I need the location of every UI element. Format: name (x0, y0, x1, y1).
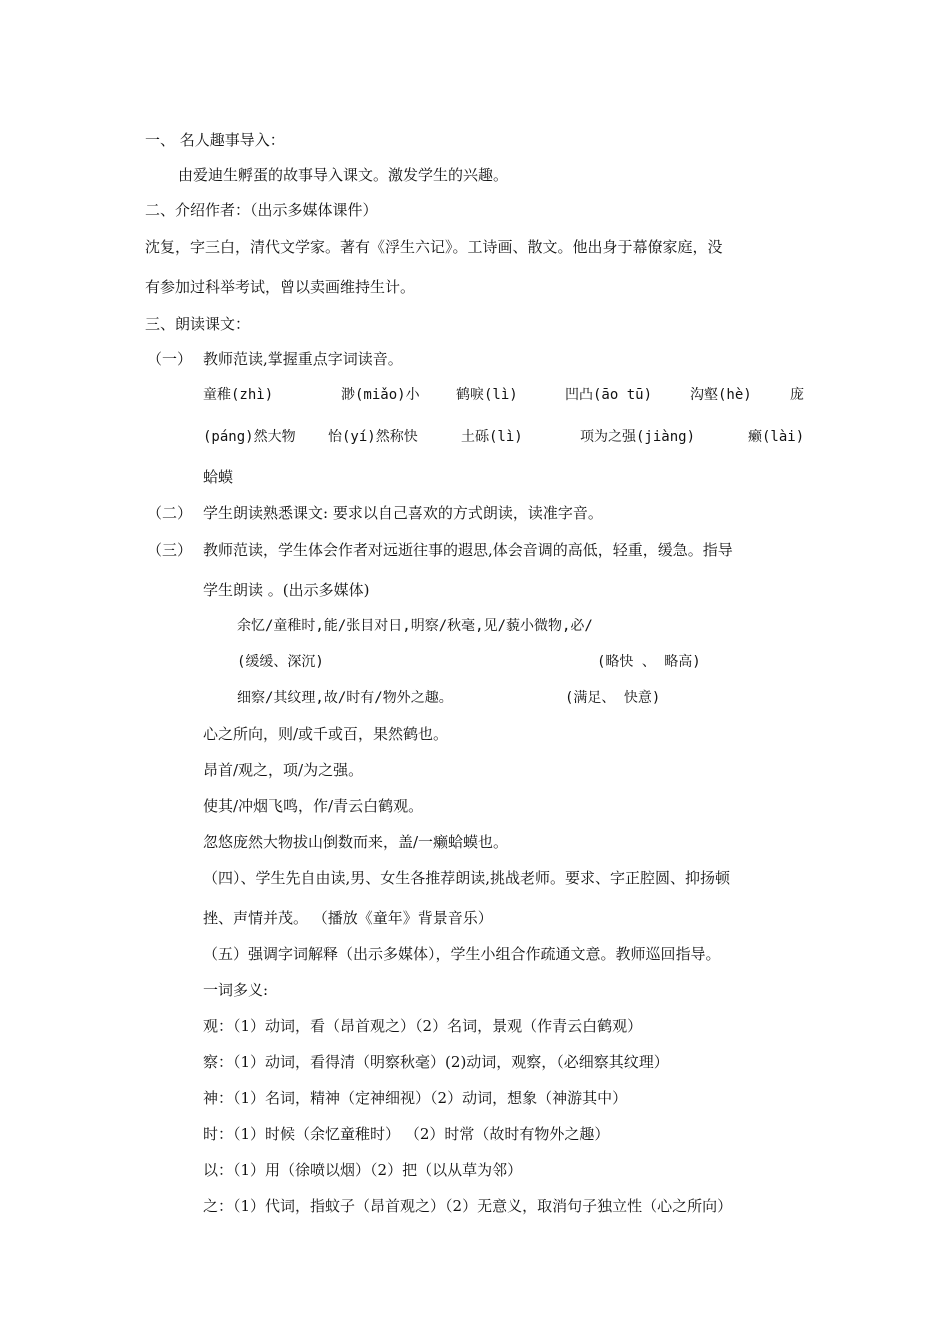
author-text-line-1: 沈复，字三白，清代文学家。著有《浮生六记》。工诗画、散文。他出身于幕僚家庭，没 (145, 238, 723, 256)
part-4-text-line-1: （四）、学生先自由读,男、女生各推荐朗读,挑战老师。要求、字正腔圆、抑扬顿 (203, 869, 731, 887)
vocab-item: 蛤蟆 (203, 468, 234, 486)
vocab-item: 癞(lài) (748, 429, 805, 445)
reading-line-6: 忽悠庞然大物拔山倒数而来，盖/一癞蛤蟆也。 (203, 833, 509, 851)
reading-note-right: (略快 、 略高) (597, 654, 701, 670)
vocab-item: 凹凸(āo tū) (565, 387, 653, 403)
polysemy-item: 之：（1）代词，指蚊子（昂首观之）（2）无意义，取消句子独立性（心之所向） (203, 1197, 733, 1215)
reading-note-line-2: (满足、 快意) (565, 690, 661, 706)
author-text-line-2: 有参加过科举考试，曾以卖画维持生计。 (145, 278, 416, 296)
polysemy-item: 以：（1）用（徐喷以烟）（2）把（以从草为邻） (203, 1161, 523, 1179)
part-3-text-line-2: 学生朗读 。(出示多媒体) (203, 581, 370, 599)
vocab-item: (páng)然大物 (203, 429, 296, 445)
vocab-item: 童稚(zhì) (203, 387, 274, 403)
section-heading-author: 二、介绍作者：（出示多媒体课件） (145, 201, 378, 219)
part-2-marker: （二） (147, 504, 193, 522)
polysemy-item: 察：（1）动词，看得清（明察秋毫）(2)动词，观察，（必细察其纹理） (203, 1053, 669, 1071)
vocab-item: 鹤唳(lì) (456, 387, 518, 403)
reading-line-4: 昂首/观之，项/为之强。 (203, 761, 364, 779)
polysemy-heading: 一词多义: (203, 981, 269, 999)
vocab-item: 渺(miǎo)小 (341, 387, 420, 403)
section-heading-reading: 三、朗读课文： (145, 315, 251, 333)
part-4-text-line-2: 挫、声情并茂。 （播放《童年》背景音乐） (203, 909, 493, 927)
vocab-item: 怡(yí)然称快 (328, 429, 418, 445)
reading-line-1: 余忆/童稚时,能/张目对日,明察/秋毫,见/藐小微物,必/ (237, 618, 593, 634)
vocab-item: 土砾(lì) (461, 429, 523, 445)
reading-line-5: 使其/冲烟飞鸣，作/青云白鹤观。 (203, 797, 424, 815)
vocab-item: 沟壑(hè) (690, 387, 752, 403)
vocab-item: 庞 (790, 387, 804, 403)
polysemy-item: 时：（1）时候（余忆童稚时） （2）时常（故时有物外之趣） (203, 1125, 610, 1143)
part-2-text: 学生朗读熟悉课文: 要求以自己喜欢的方式朗读，读准字音。 (203, 504, 603, 522)
reading-note-left: (缓缓、深沉) (237, 654, 324, 670)
part-3-text-line-1: 教师范读，学生体会作者对远逝往事的遐思,体会音调的高低，轻重，缓急。指导 (203, 541, 733, 559)
part-3-marker: （三） (147, 541, 193, 559)
vocab-item: 项为之强(jiàng) (580, 429, 696, 445)
polysemy-item: 观：（1）动词，看（昂首观之）（2）名词，景观（作青云白鹤观） (203, 1017, 643, 1035)
polysemy-item: 神：（1）名词，精神（定神细视）（2）动词，想象（神游其中） (203, 1089, 628, 1107)
reading-line-3: 心之所向，则/或千或百，果然鹤也。 (203, 725, 449, 743)
part-1-marker: （一） (147, 350, 193, 368)
reading-line-2: 细察/其纹理,故/时有/物外之趣。 (237, 690, 453, 706)
intro-text: 由爱迪生孵蛋的故事导入课文。激发学生的兴趣。 (178, 166, 509, 184)
section-heading-intro: 一、 名人趣事导入： (145, 131, 285, 149)
part-1-text: 教师范读,掌握重点字词读音。 (203, 350, 403, 368)
part-5-text: （五）强调字词解释（出示多媒体），学生小组合作疏通文意。教师巡回指导。 (203, 945, 721, 963)
